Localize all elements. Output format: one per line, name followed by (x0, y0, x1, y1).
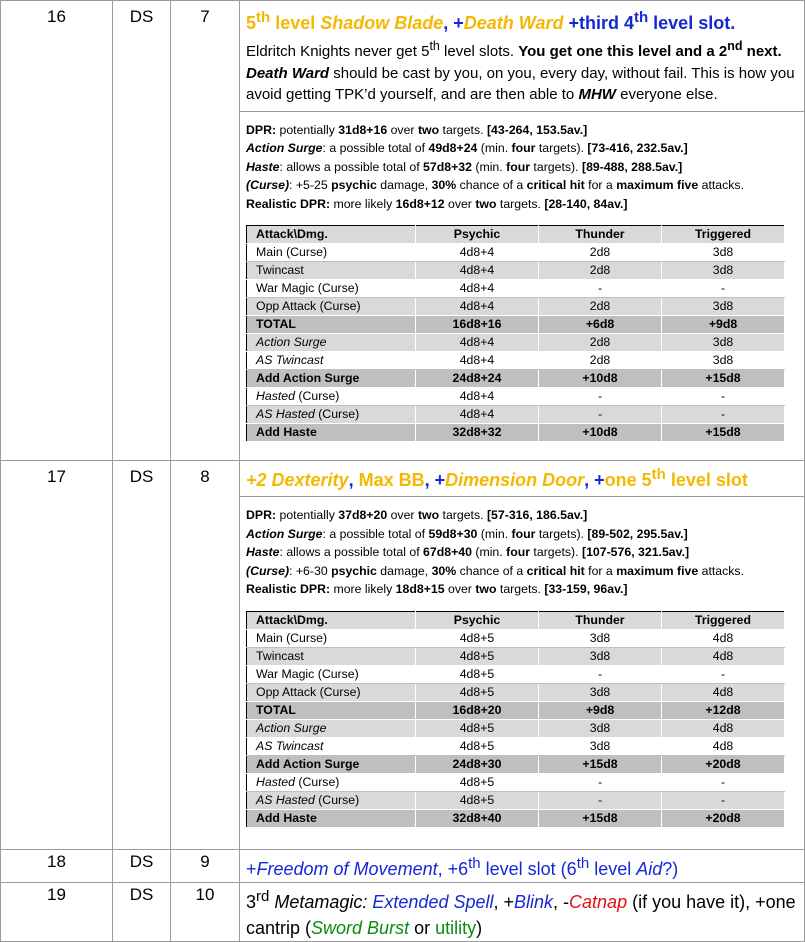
damage-cell: 3d8 (539, 647, 662, 665)
metamagic-extended-spell: Extended Spell (372, 892, 494, 912)
damage-table-row (247, 773, 785, 791)
damage-table-row (247, 791, 785, 809)
spell-freedom-of-movement: Freedom of Movement (256, 859, 438, 879)
damage-table-row (247, 244, 785, 262)
damage-cell: 4d8 (662, 629, 785, 647)
damage-cell: 4d8+5 (416, 791, 539, 809)
damage-table (246, 225, 785, 442)
damage-cell: 2d8 (539, 352, 662, 370)
level-content (240, 883, 805, 942)
attack-cell: AS Hasted (Curse) (247, 791, 416, 809)
attack-cell: Opp Attack (Curse) (247, 683, 416, 701)
damage-cell: 2d8 (539, 244, 662, 262)
damage-cell: 32d8+32 (416, 424, 539, 442)
character-level: 17 (1, 461, 113, 850)
damage-cell: - (662, 388, 785, 406)
damage-cell: +15d8 (539, 809, 662, 827)
damage-cell: 4d8+4 (416, 244, 539, 262)
spell-death-ward: Death Ward (463, 13, 564, 33)
spell-sword-burst: Sword Burst (311, 918, 410, 938)
attack-cell: Hasted (Curse) (247, 388, 416, 406)
damage-cell: 4d8 (662, 737, 785, 755)
section-divider (240, 111, 804, 112)
damage-table-row (247, 755, 785, 773)
action-surge-line: Action Surge: a possible total of 59d8+30 (min. four targets). [89-502, 295.5av.] (246, 526, 688, 541)
section-divider (240, 496, 804, 497)
damage-table-row (247, 298, 785, 316)
damage-cell: 4d8+4 (416, 280, 539, 298)
damage-cell: 4d8+5 (416, 665, 539, 683)
realistic-dpr-line: Realistic DPR: more likely 18d8+15 over two targets. [33-159, 96av.] (246, 582, 628, 596)
damage-table-row (247, 406, 785, 424)
damage-cell: 3d8 (539, 683, 662, 701)
damage-table-row (247, 683, 785, 701)
spell-shadow-blade: Shadow Blade (320, 13, 444, 33)
damage-cell: 3d8 (662, 244, 785, 262)
damage-cell: 4d8+4 (416, 388, 539, 406)
class-level: 9 (171, 850, 240, 883)
damage-table-row (247, 809, 785, 827)
damage-cell: +9d8 (662, 316, 785, 334)
damage-cell: Triggered (662, 611, 785, 629)
damage-table-row (247, 719, 785, 737)
attack-cell: Add Haste (247, 809, 416, 827)
damage-table-row (247, 424, 785, 442)
damage-cell: 3d8 (539, 737, 662, 755)
damage-cell: 4d8+4 (416, 406, 539, 424)
attack-cell: Twincast (247, 262, 416, 280)
class-label: DS (113, 850, 171, 883)
damage-cell: - (539, 773, 662, 791)
damage-cell: 4d8+4 (416, 352, 539, 370)
attack-cell: Action Surge (247, 334, 416, 352)
damage-cell: 4d8 (662, 719, 785, 737)
attack-cell: Main (Curse) (247, 629, 416, 647)
attack-cell: AS Hasted (Curse) (247, 406, 416, 424)
damage-cell: +20d8 (662, 755, 785, 773)
attack-cell: Action Surge (247, 719, 416, 737)
damage-cell: 2d8 (539, 298, 662, 316)
damage-cell: Triggered (662, 226, 785, 244)
spell-aid: Aid (636, 859, 663, 879)
curse-line: (Curse): +6-30 psychic damage, 30% chance of a critical hit for a maximum five attacks. (246, 563, 744, 578)
dpr-line: DPR: potentially 37d8+20 over two targets. [57-316, 186.5av.] (246, 508, 588, 522)
dpr-stats (246, 506, 798, 599)
class-label: DS (113, 461, 171, 850)
damage-cell: 16d8+20 (416, 701, 539, 719)
level-heading: 5th level Shadow Blade, +Death Ward +third 4th level slot. (246, 9, 736, 33)
damage-cell: - (662, 791, 785, 809)
level-heading: +Freedom of Movement, +6th level slot (6th level Aid?) (246, 855, 679, 879)
damage-cell: 32d8+40 (416, 809, 539, 827)
damage-table-row (247, 334, 785, 352)
damage-cell: - (539, 791, 662, 809)
character-level: 16 (1, 1, 113, 461)
damage-cell: 3d8 (539, 629, 662, 647)
haste-line: Haste: allows a possible total of 57d8+32 (min. four targets). [89-488, 288.5av.] (246, 159, 683, 174)
damage-cell: Thunder (539, 226, 662, 244)
damage-cell: 4d8+4 (416, 298, 539, 316)
utility-cantrip: utility (435, 918, 477, 938)
damage-cell: +12d8 (662, 701, 785, 719)
attack-cell: Opp Attack (Curse) (247, 298, 416, 316)
damage-cell: - (662, 665, 785, 683)
damage-cell: 4d8+5 (416, 737, 539, 755)
damage-cell: 3d8 (539, 719, 662, 737)
damage-table-row (247, 316, 785, 334)
damage-cell: 4d8 (662, 683, 785, 701)
damage-cell: 2d8 (539, 262, 662, 280)
damage-cell: 16d8+16 (416, 316, 539, 334)
damage-cell: 4d8+5 (416, 683, 539, 701)
damage-cell: - (539, 280, 662, 298)
level-row-18 (1, 850, 805, 883)
attack-cell: Add Haste (247, 424, 416, 442)
dexterity-increase: +2 Dexterity (246, 470, 349, 490)
damage-cell: - (662, 280, 785, 298)
damage-cell: +6d8 (539, 316, 662, 334)
damage-cell: 3d8 (662, 262, 785, 280)
damage-cell: 4d8+5 (416, 719, 539, 737)
attack-cell: Twincast (247, 647, 416, 665)
level-row-19 (1, 883, 805, 942)
damage-table-row (247, 370, 785, 388)
attack-cell: TOTAL (247, 701, 416, 719)
damage-cell: 3d8 (662, 352, 785, 370)
damage-cell: +10d8 (539, 424, 662, 442)
damage-table-row (247, 388, 785, 406)
damage-table-row (247, 737, 785, 755)
damage-cell: - (539, 406, 662, 424)
attack-cell: War Magic (Curse) (247, 665, 416, 683)
damage-table-row (247, 665, 785, 683)
damage-cell: - (539, 665, 662, 683)
level-content (240, 461, 805, 850)
damage-cell: 4d8+4 (416, 262, 539, 280)
attack-cell: TOTAL (247, 316, 416, 334)
damage-table-row (247, 352, 785, 370)
class-label: DS (113, 883, 171, 942)
curse-line: (Curse): +5-25 psychic damage, 30% chance of a critical hit for a maximum five attacks. (246, 178, 744, 192)
damage-table-header (247, 611, 785, 629)
damage-cell: +15d8 (662, 370, 785, 388)
attack-cell: AS Twincast (247, 737, 416, 755)
class-label: DS (113, 1, 171, 461)
attack-cell: Add Action Surge (247, 755, 416, 773)
damage-cell: 2d8 (539, 334, 662, 352)
level-content (240, 1, 805, 461)
damage-cell: - (662, 406, 785, 424)
max-bb: Max BB (358, 470, 425, 490)
damage-table-row (247, 629, 785, 647)
damage-cell: +10d8 (539, 370, 662, 388)
character-level: 18 (1, 850, 113, 883)
attack-cell: Main (Curse) (247, 244, 416, 262)
damage-cell: 4d8 (662, 647, 785, 665)
character-level: 19 (1, 883, 113, 942)
level-row-17 (1, 461, 805, 850)
attack-cell: Attack\Dmg. (247, 611, 416, 629)
damage-cell: 3d8 (662, 298, 785, 316)
damage-table-header (247, 226, 785, 244)
damage-table-row (247, 280, 785, 298)
level-row-16 (1, 1, 805, 461)
damage-cell: - (662, 773, 785, 791)
dpr-stats (246, 121, 798, 214)
class-level: 7 (171, 1, 240, 461)
damage-cell: Thunder (539, 611, 662, 629)
damage-cell: +20d8 (662, 809, 785, 827)
damage-cell: +15d8 (662, 424, 785, 442)
realistic-dpr-line: Realistic DPR: more likely 16d8+12 over two targets. [28-140, 84av.] (246, 196, 628, 211)
dpr-line: DPR: potentially 31d8+16 over two targets. [43-264, 153.5av.] (246, 122, 588, 137)
damage-cell: +15d8 (539, 755, 662, 773)
damage-table-row (247, 647, 785, 665)
level-content (240, 850, 805, 883)
damage-cell: 4d8+5 (416, 629, 539, 647)
class-level: 8 (171, 461, 240, 850)
action-surge-line: Action Surge: a possible total of 49d8+24 (min. four targets). [73-416, 232.5av.] (246, 141, 688, 155)
damage-cell: - (539, 388, 662, 406)
damage-cell: Psychic (416, 226, 539, 244)
attack-cell: Add Action Surge (247, 370, 416, 388)
attack-cell: Attack\Dmg. (247, 226, 416, 244)
damage-table (246, 611, 785, 828)
level-description: Eldritch Knights never get 5th level slots. You get one this level and a 2nd next. Death Ward should be cast by you, on you, every day, without fail. This is how you avoid getting TPK’d yourself, and are then able to MHW everyone else. (246, 39, 795, 103)
attack-cell: Hasted (Curse) (247, 773, 416, 791)
damage-cell: 4d8+4 (416, 334, 539, 352)
damage-cell: 24d8+24 (416, 370, 539, 388)
damage-table-row (247, 701, 785, 719)
level-heading: +2 Dexterity, Max BB, +Dimension Door, +one 5th level slot (246, 466, 748, 490)
damage-table-row (247, 262, 785, 280)
damage-cell: 3d8 (662, 334, 785, 352)
damage-cell: Psychic (416, 611, 539, 629)
haste-line: Haste: allows a possible total of 67d8+40 (min. four targets). [107-576, 321.5av.] (246, 545, 690, 559)
damage-cell: 4d8+5 (416, 773, 539, 791)
spell-dimension-door: Dimension Door (445, 470, 585, 490)
attack-cell: AS Twincast (247, 352, 416, 370)
damage-cell: +9d8 (539, 701, 662, 719)
class-level: 10 (171, 883, 240, 942)
spell-blink: Blink (514, 892, 554, 912)
damage-cell: 4d8+5 (416, 647, 539, 665)
attack-cell: War Magic (Curse) (247, 280, 416, 298)
spell-catnap: Catnap (569, 892, 628, 912)
damage-cell: 24d8+30 (416, 755, 539, 773)
level-heading: 3rd Metamagic: Extended Spell, +Blink, -Catnap (if you have it), +one cantrip (Sword Burst or utility) (246, 888, 796, 938)
